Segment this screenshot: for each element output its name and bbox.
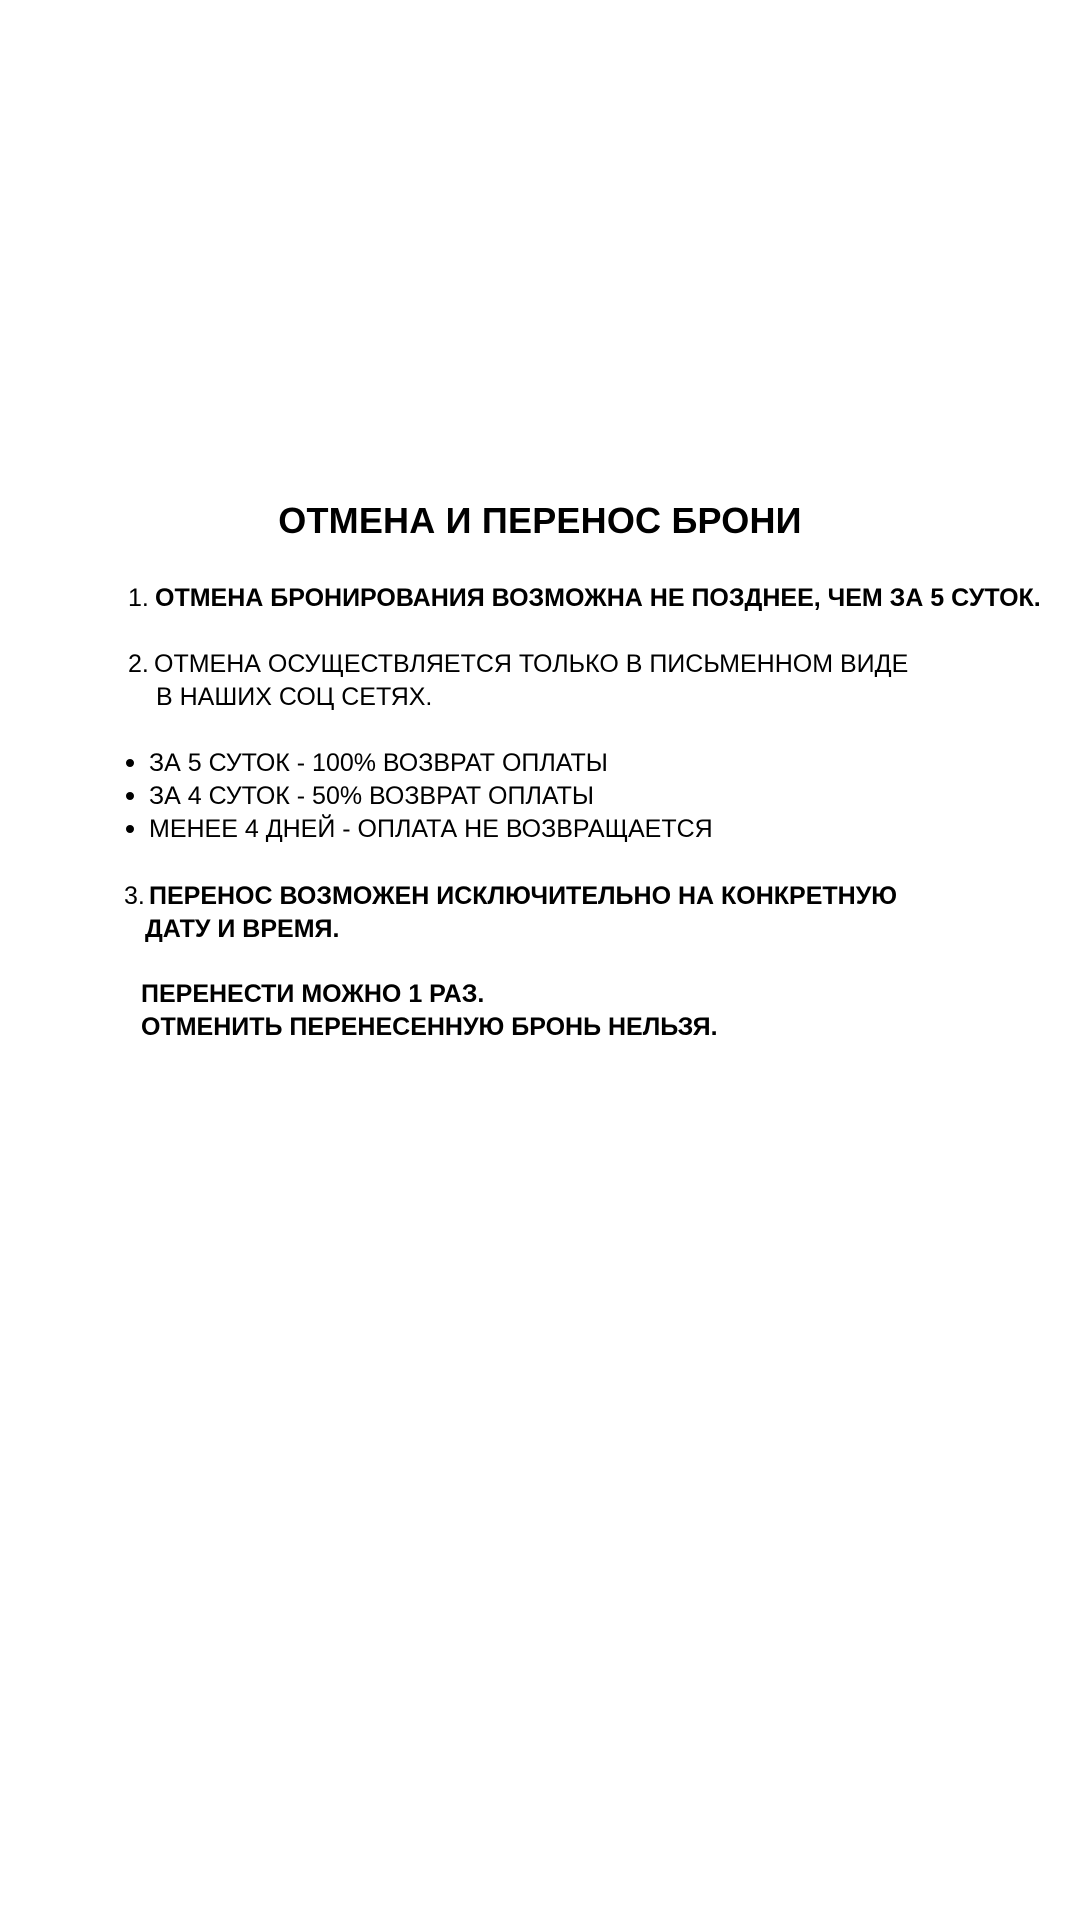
bullet-item-3: МЕНЕЕ 4 ДНЕЙ - ОПЛАТА НЕ ВОЗВРАЩАЕТСЯ [149,815,713,843]
item-3-line-1: ПЕРЕНОС ВОЗМОЖЕН ИСКЛЮЧИТЕЛЬНО НА КОНКРЕТНУЮ [149,882,898,910]
item-2-line-1: ОТМЕНА ОСУЩЕСТВЛЯЕТСЯ ТОЛЬКО В ПИСЬМЕННОМ ВИДЕ [154,650,909,678]
item-3-number: 3. [124,882,145,910]
note-line-2: ОТМЕНИТЬ ПЕРЕНЕСЕННУЮ БРОНЬ НЕЛЬЗЯ. [141,1013,718,1041]
item-3-line-2: ДАТУ И ВРЕМЯ. [145,915,340,943]
item-1-number: 1. [128,584,149,612]
item-1-text: ОТМЕНА БРОНИРОВАНИЯ ВОЗМОЖНА НЕ ПОЗДНЕЕ, ЧЕМ ЗА 5 СУТОК. [155,584,1041,612]
bullet-item-2: ЗА 4 СУТОК - 50% ВОЗВРАТ ОПЛАТЫ [149,782,594,810]
note-line-1: ПЕРЕНЕСТИ МОЖНО 1 РАЗ. [141,980,485,1008]
page-title: ОТМЕНА И ПЕРЕНОС БРОНИ [278,500,802,541]
item-2-number: 2. [128,650,149,678]
bullet-item-1: ЗА 5 СУТОК - 100% ВОЗВРАТ ОПЛАТЫ [149,749,608,777]
bullet-dot [126,825,134,833]
bullet-dot [126,792,134,800]
bullet-dot [126,759,134,767]
item-2-line-2: В НАШИХ СОЦ СЕТЯХ. [156,683,433,711]
